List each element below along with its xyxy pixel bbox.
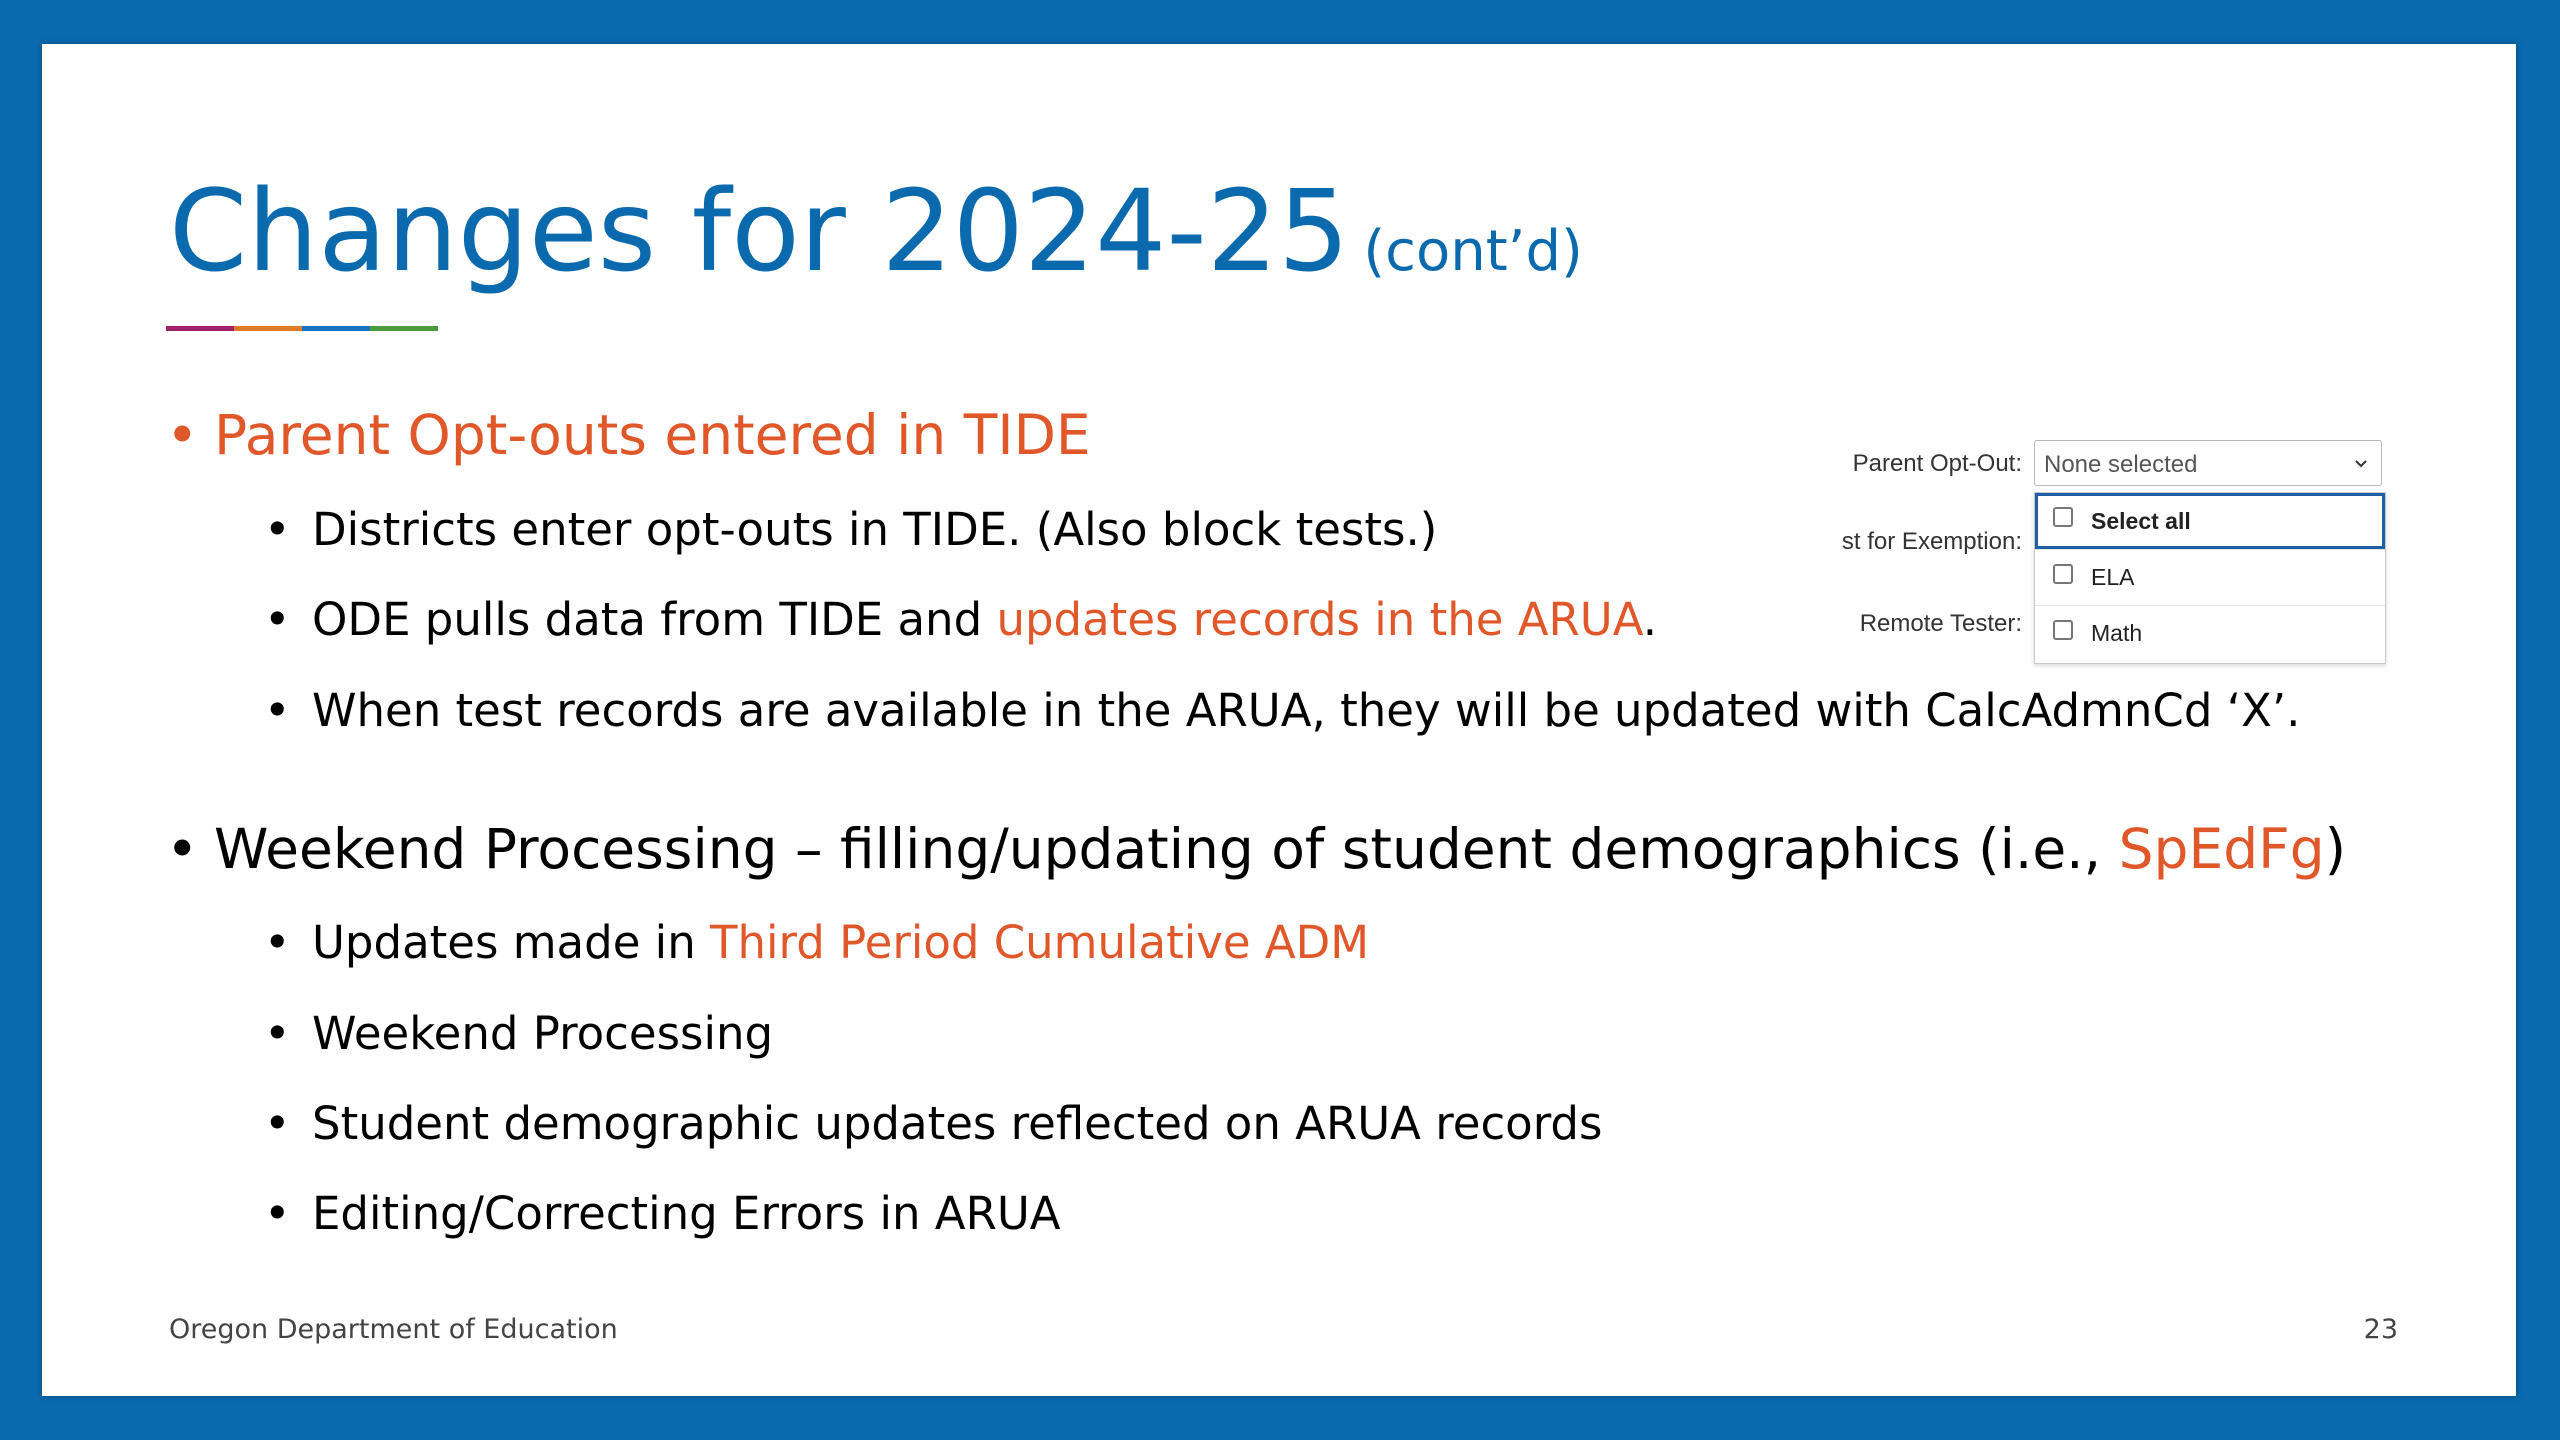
section1-item: • ODE pulls data from TIDE and updates records in the ARUA. <box>264 593 1658 646</box>
page-number: 23 <box>2363 1314 2398 1345</box>
bullet-icon: • <box>264 593 291 646</box>
option-ela[interactable]: ELA <box>2035 549 2385 605</box>
title-main: Changes for 2024-25 <box>169 167 1350 297</box>
bullet-icon: • <box>166 403 199 467</box>
parent-opt-out-select[interactable] <box>2034 440 2382 486</box>
checkbox-icon[interactable] <box>2053 564 2073 584</box>
slide-title <box>169 167 1583 297</box>
bullet-icon: • <box>166 817 199 881</box>
dropdown-menu <box>2034 492 2386 664</box>
title-subtitle: (cont’d) <box>1363 219 1583 284</box>
section2-item: • Editing/Correcting Errors in ARUA <box>264 1187 1061 1240</box>
footer-org: Oregon Department of Education <box>169 1314 618 1345</box>
section1-item: • Districts enter opt-outs in TIDE. (Also block tests.) <box>264 503 1438 556</box>
chevron-down-icon <box>2353 456 2369 472</box>
section1-heading: • Parent Opt-outs entered in TIDE <box>166 403 1091 467</box>
bullet-icon: • <box>264 1187 291 1240</box>
select-value: None selected <box>2044 451 2198 478</box>
highlight-text: SpEdFg <box>2118 817 2325 881</box>
option-select-all[interactable]: Select all <box>2035 493 2385 549</box>
tide-form-screenshot <box>1804 424 2424 664</box>
bullet-icon: • <box>264 916 291 969</box>
section2-item: • Student demographic updates reflected on ARUA records <box>264 1097 1603 1150</box>
option-math[interactable]: Math <box>2035 605 2385 661</box>
section2-heading: • Weekend Processing – filling/updating of student demographics (i.e., SpEdFg) <box>166 817 2347 881</box>
section2-item: • Updates made in Third Period Cumulative ADM <box>264 916 1370 969</box>
field-label-remote-tester: Remote Tester: <box>1859 610 2022 637</box>
bullet-icon: • <box>264 684 291 737</box>
checkbox-icon[interactable] <box>2053 507 2073 527</box>
highlight-text: updates records in the ARUA <box>996 593 1643 646</box>
section2-item: • Weekend Processing <box>264 1007 774 1060</box>
bullet-icon: • <box>264 503 291 556</box>
field-label-exemption: st for Exemption: <box>1841 528 2022 555</box>
title-underline <box>166 326 438 331</box>
bullet-icon: • <box>264 1007 291 1060</box>
section1-item: • When test records are available in the ARUA, they will be updated with CalcAdmnCd ‘X’. <box>264 684 2301 737</box>
bullet-icon: • <box>264 1097 291 1150</box>
slide <box>42 44 2516 1396</box>
highlight-text: Third Period Cumulative ADM <box>710 916 1370 969</box>
checkbox-icon[interactable] <box>2053 620 2073 640</box>
field-label-parent-opt-out: Parent Opt-Out: <box>1852 450 2022 477</box>
